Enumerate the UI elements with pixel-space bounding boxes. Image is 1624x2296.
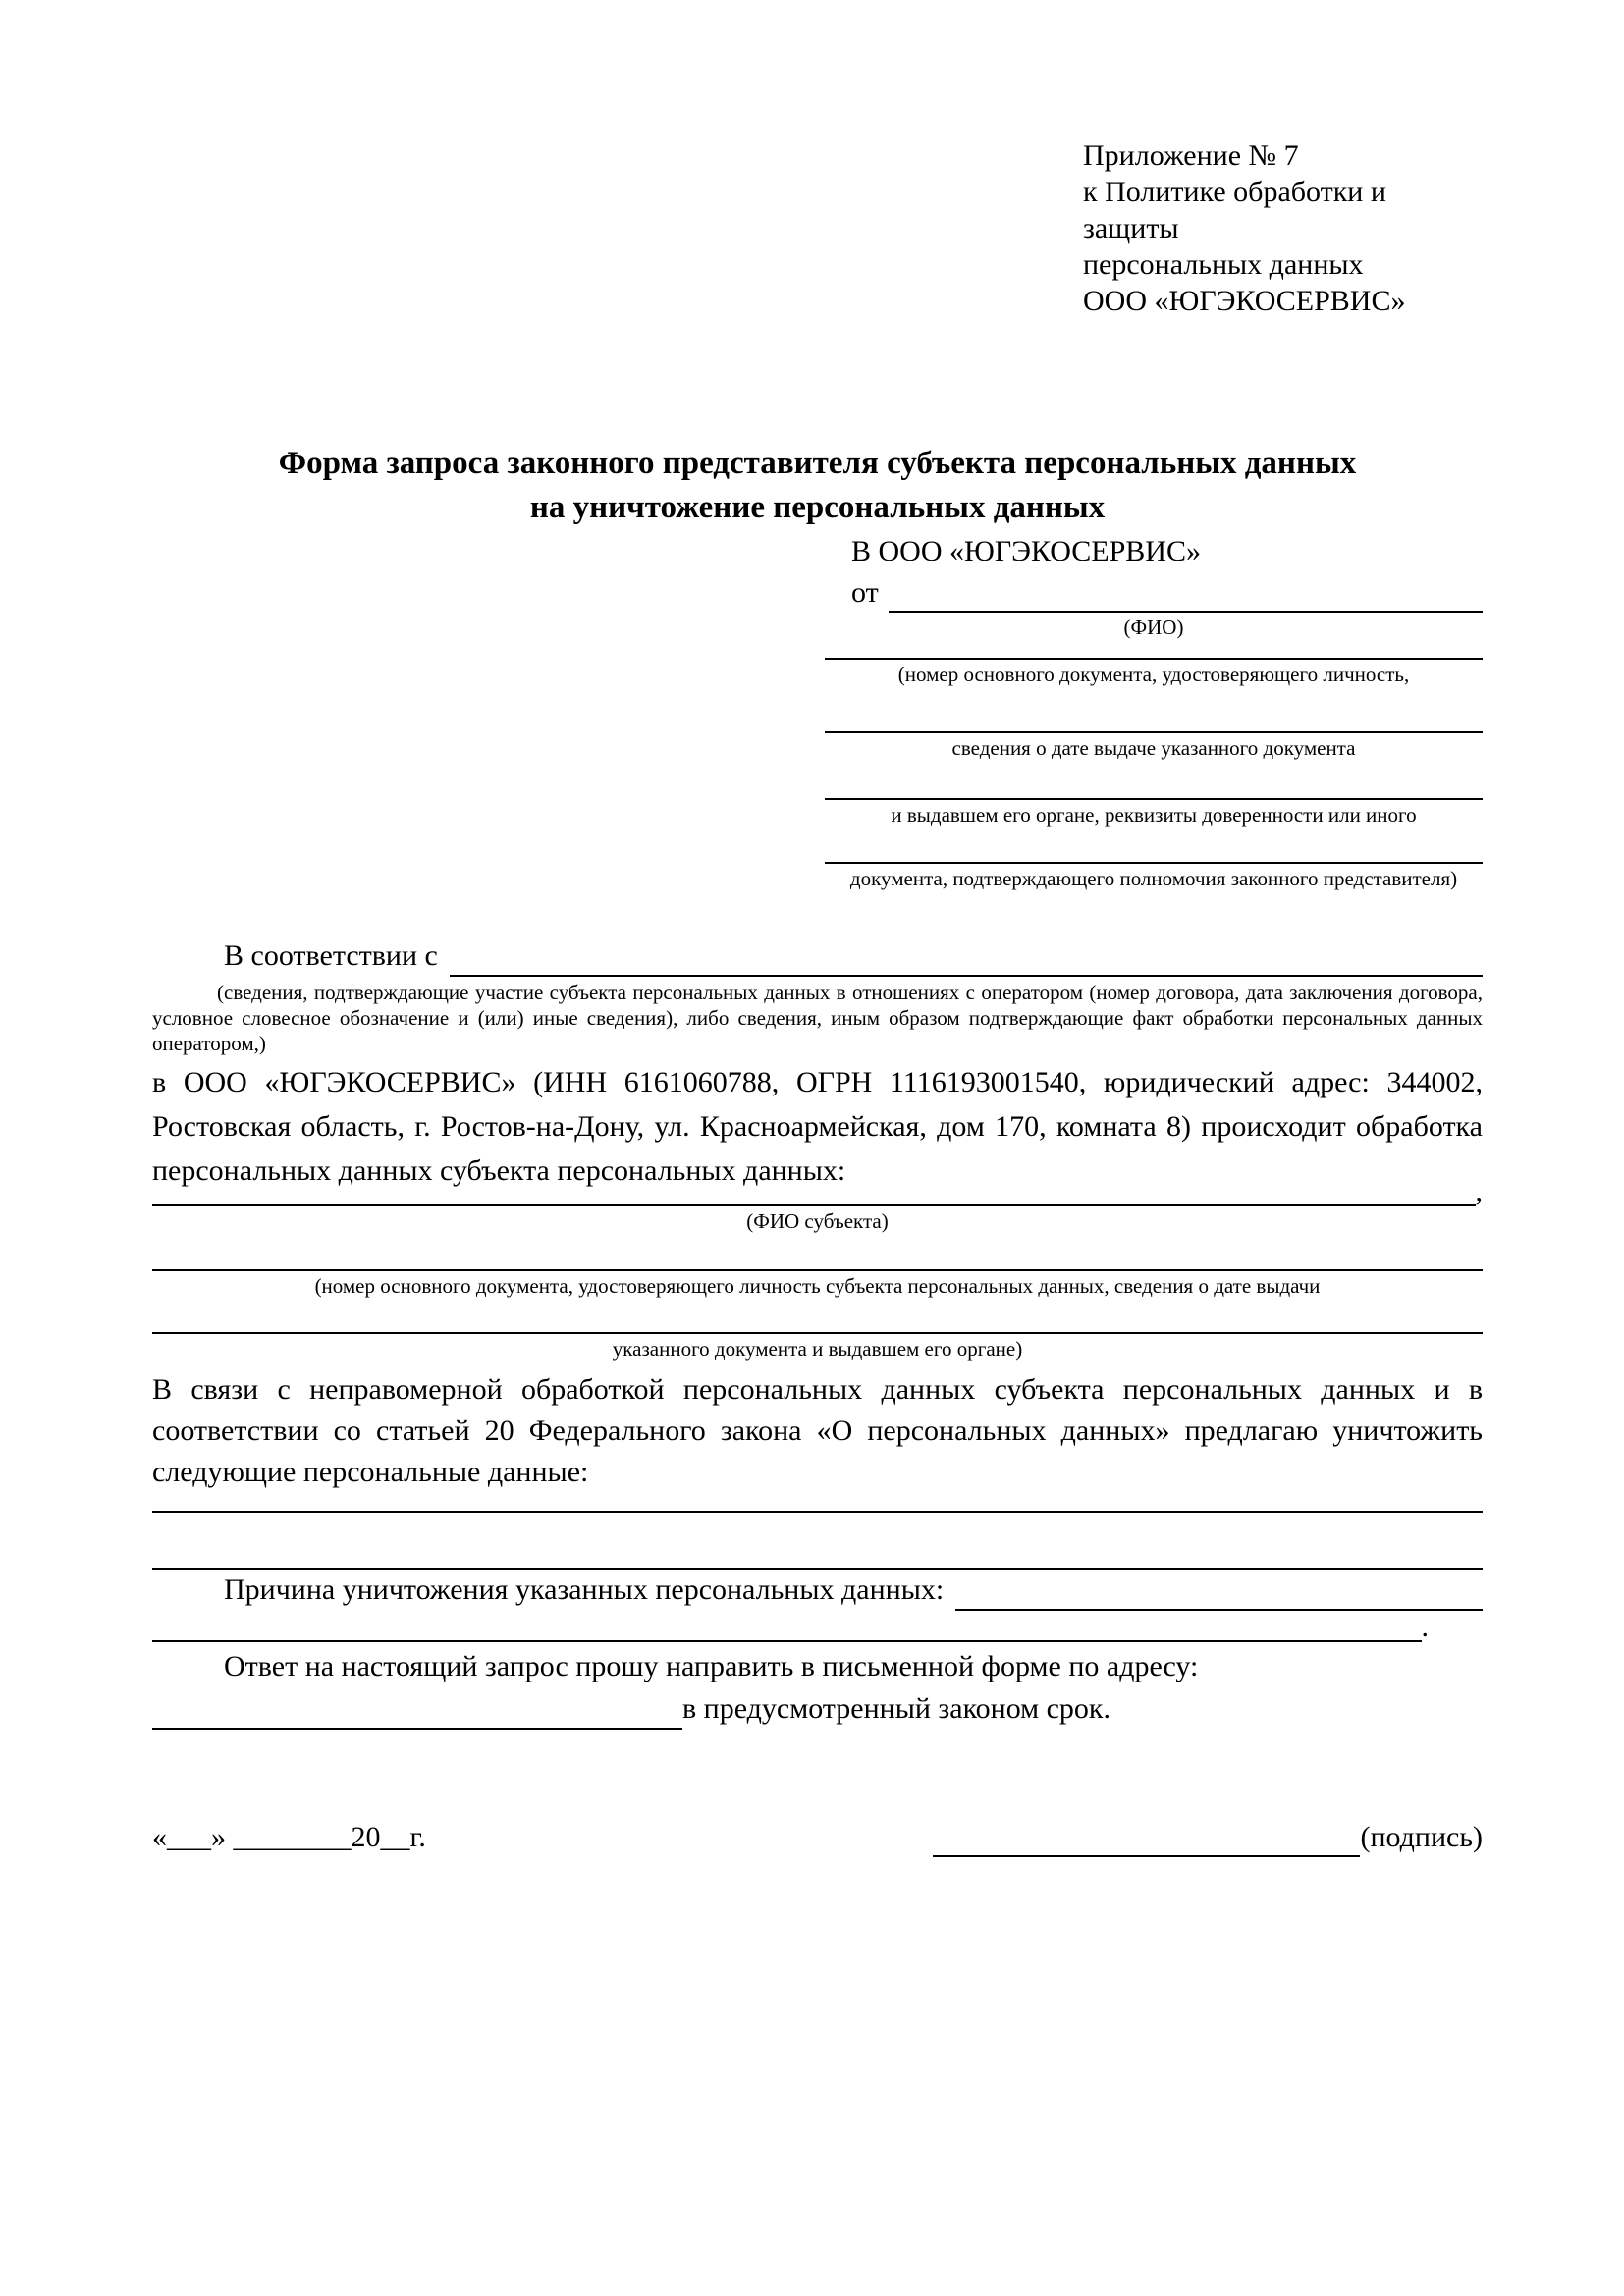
reply-paragraph: Ответ на настоящий запрос прошу направить в письменной форме по адресу: [224,1650,1199,1682]
subject-doc-caption: (номер основного документа, удостоверяющего личность субъекта персональных данных, сведения о дате выдачи [314,1274,1321,1298]
document-content [152,0,1483,1857]
signature-caption: (подпись) [1360,1821,1483,1853]
field-caption: (номер основного документа, удостоверяющего личность, [897,663,1410,686]
trailing-period: . [1421,1611,1429,1643]
appendix-reference [152,137,1483,319]
operator-paragraph: в ООО «ЮГЭКОСЕРВИС» (ИНН 6161060788, ОГРН 1116193001540, юридический адрес: 344002, Ростовская область, г. Ростов-на-Дону, ул. Красноармейская, дом 170, комната 8) происходит обработка персональных данных субъекта персональных данных: [152,1066,1483,1187]
reason-label: Причина уничтожения указанных персональных данных: [224,1574,945,1606]
document-title [152,442,1483,530]
accordance-row [152,935,1483,977]
date-field: «___» ________20__г. [152,1821,426,1853]
appendix-line: Приложение № 7 [1083,139,1299,172]
subject-fio-row [152,1167,1483,1206]
blank-field-line [825,761,1483,800]
appendix-line: к Политике обработки и защиты [1083,176,1386,244]
title-line-1: Форма запроса законного представителя субъекта персональных данных [278,446,1357,481]
appendix-line: персональных данных [1083,248,1364,281]
field-caption: документа, подтверждающего полномочия законного представителя) [849,867,1458,890]
reason-continuation-blank-line [152,1611,1422,1642]
reply-term-text: в предусмотренный законом срок. [682,1692,1110,1725]
accordance-label: В соответствии с [224,939,438,972]
reason-continuation-row [152,1611,1483,1642]
reason-row [152,1570,1483,1611]
destroy-data-blank-line [152,1513,1483,1570]
footer-row [152,1818,1483,1857]
subject-doc-blank-line [152,1234,1483,1271]
reply-term-row [152,1688,1483,1730]
blank-field-line [825,640,1483,660]
trailing-comma: , [1475,1175,1483,1207]
signature-blank-line [933,1818,1360,1857]
subject-fio-blank-line [152,1167,1476,1206]
field-caption: и выдавшем его органе, реквизиты доверенности или иного [891,803,1417,827]
destroy-data-blank-line [152,1493,1483,1513]
reply-address-blank-line [152,1688,682,1730]
signature-group [933,1818,1483,1857]
addressee-organization: В ООО «ЮГЭКОСЕРВИС» [851,535,1201,567]
addressee-block [825,530,1483,891]
from-label: от [851,576,879,609]
accordance-note: (сведения, подтверждающие участие субъекта персональных данных в отношениях с оператором (номер договора, дата заключения договора, условное словесное обозначение и (или) иные сведения), либо сведения, иным образом подтверждающие факт обработки персональных данных оператором,) [152,981,1483,1055]
blank-field-line [825,687,1483,733]
from-row [825,573,1483,613]
accordance-blank-field-line [450,935,1483,977]
destroy-paragraph: В связи с неправомерной обработкой персональных данных субъекта персональных данных и в соответствии со статьей 20 Федерального закона «О персональных данных» предлагаю уничтожить следующие персональные данные: [152,1373,1483,1488]
subject-doc-blank-line [152,1299,1483,1334]
from-blank-field-line [889,573,1483,613]
title-line-2: на уничтожение персональных данных [529,490,1106,525]
field-caption-fio: (ФИО) [1123,615,1184,639]
blank-field-line [825,828,1483,864]
field-caption: сведения о дате выдаче указанного документа [951,736,1356,760]
subject-fio-caption: (ФИО субъекта) [746,1209,889,1233]
reason-blank-field-line [955,1570,1483,1611]
appendix-line: ООО «ЮГЭКОСЕРВИС» [1083,285,1406,317]
subject-doc-caption: указанного документа и выдавшем его органе) [612,1337,1023,1361]
